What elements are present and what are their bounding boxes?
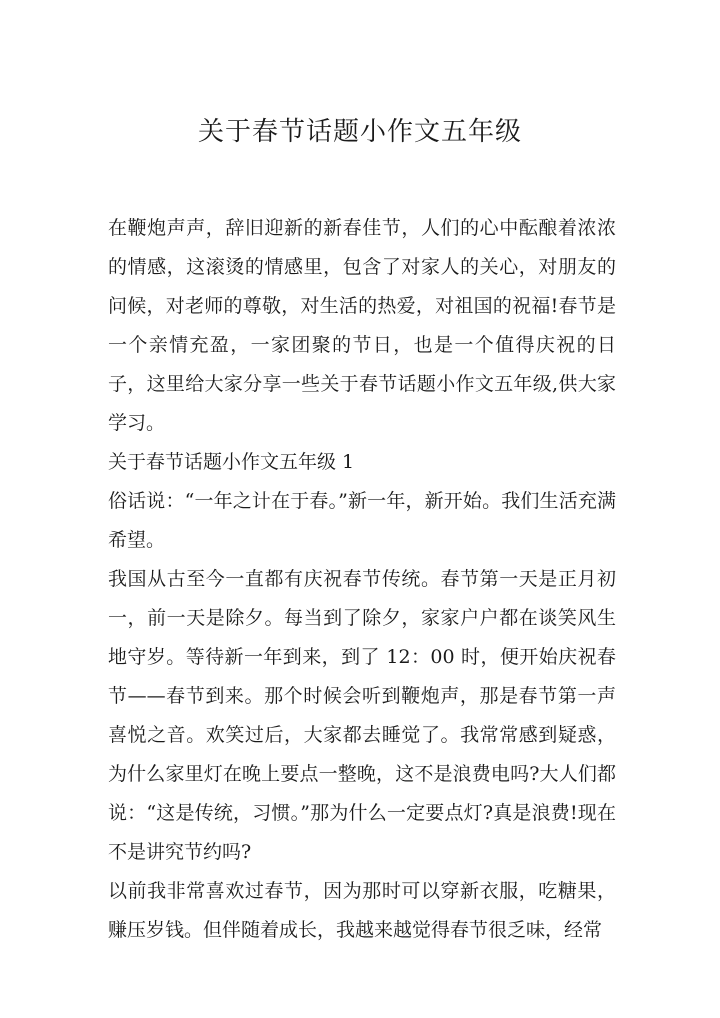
intro-paragraph: 在鞭炮声声，辞旧迎新的新春佳节，人们的心中酝酿着浓浓的情感，这滚烫的情感里，包含了对家人的关心，对朋友的问候，对老师的尊敬，对生活的热爱，对祖国的祝福!春节是一个亲情充盈，一家团聚的节日，也是一个值得庆祝的日子，这里给大家分享一些关于春节话题小作文五年级,供大家学习。	[108, 217, 616, 434]
section-heading: 关于春节话题小作文五年级 1	[108, 451, 355, 473]
document-title: 关于春节话题小作文五年级	[197, 117, 522, 147]
body-paragraph: 以前我非常喜欢过春节，因为那时可以穿新衣服，吃糖果，赚压岁钱。但伴随着成长，我越来越觉得春节很乏味，经常	[108, 880, 616, 941]
body-paragraph: 我国从古至今一直都有庆祝春节传统。春节第一天是正月初一，前一天是除夕。每当到了除夕，家家户户都在谈笑风生地守岁。等待新一年到来，到了 12：00 时，便开始庆祝春节——春节到来。那个时候会听到鞭炮声，那是春节第一声喜悦之音。欢笑过后，大家都去睡觉了。我常常感到疑惑，为什么家里灯在晚上要点一整晚，这不是浪费电吗?大人们都说：“这是传统，习惯。”那为什么一定要点灯?真是浪费!现在不是讲究节约吗?	[108, 568, 616, 863]
document-body	[108, 209, 616, 950]
body-paragraph: 俗话说：“一年之计在于春。”新一年，新开始。我们生活充满希望。	[108, 490, 616, 551]
